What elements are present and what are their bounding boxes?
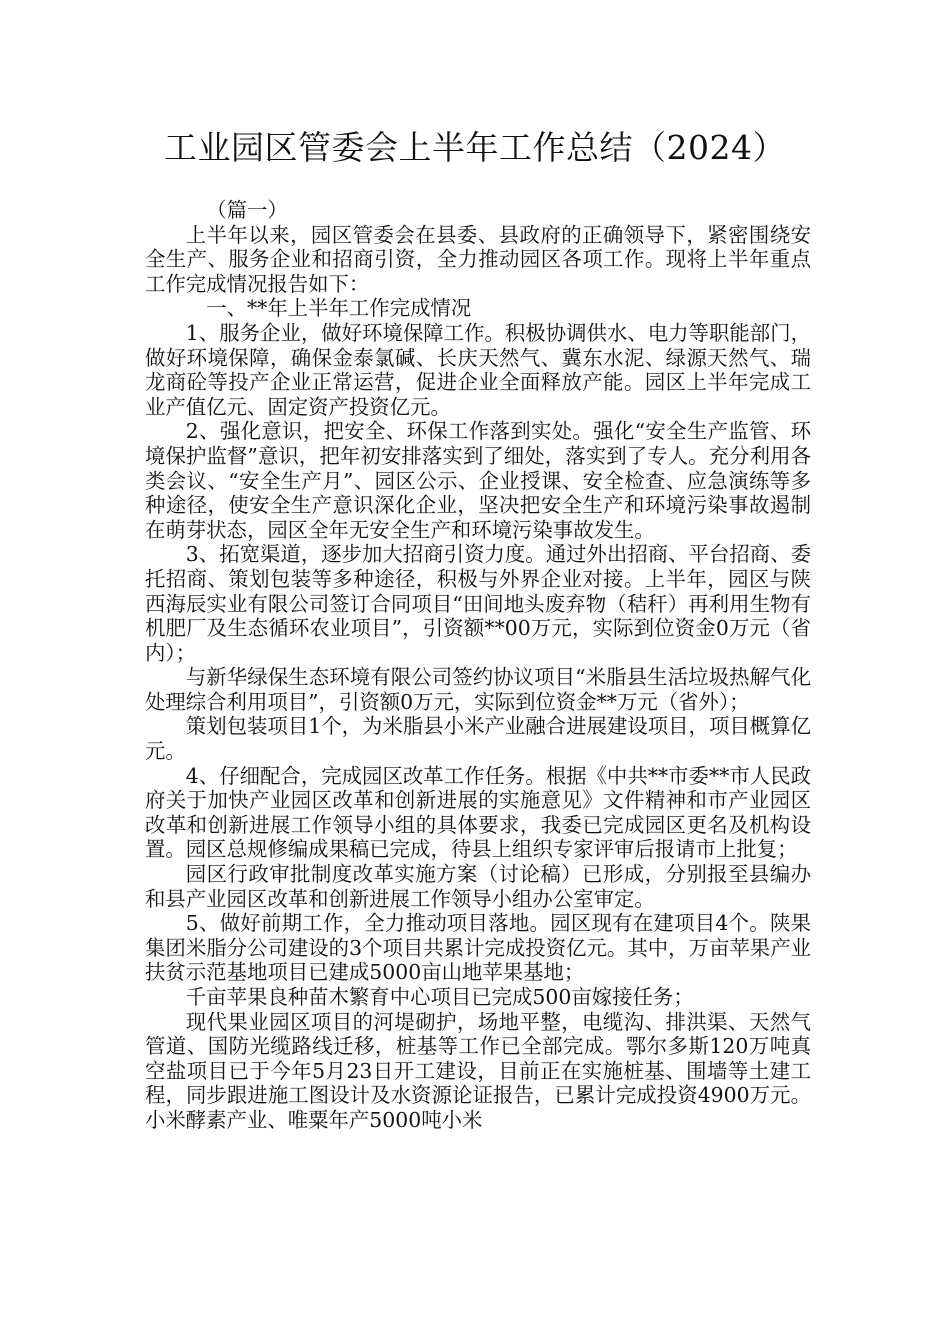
- paragraph-item-1: 1、服务企业，做好环境保障工作。积极协调供水、电力等职能部门，做好环境保障，确保金泰氯碱、长庆天然气、冀东水泥、绿源天然气、瑞龙商砼等投产企业正常运营，促进企业全面释放产能。园区上半年完成工业产值亿元、固定资产投资亿元。: [145, 320, 811, 419]
- paragraph-item-4-cont: 园区行政审批制度改革实施方案（讨论稿）已形成，分别报至县编办和县产业园区改革和创新进展工作领导小组办公室审定。: [145, 862, 811, 911]
- paragraph-item-3: 3、拓宽渠道，逐步加大招商引资力度。通过外出招商、平台招商、委托招商、策划包装等多种途径，积极与外界企业对接。上半年，园区与陕西海辰实业有限公司签订合同项目“田间地头废弃物（秸秆）再利用生物有机肥厂及生态循环农业项目”，引资额**00万元，实际到位资金0万元（省内）；: [145, 542, 811, 665]
- section-heading: 一、**年上半年工作完成情况: [206, 296, 472, 321]
- paragraph-item-2: 2、强化意识，把安全、环保工作落到实处。强化“安全生产监管、环境保护监督”意识，把年初安排落实到了细处，落实到了专人。充分利用各类会议、“安全生产月”、园区公示、企业授课、安全检查、应急演练等多种途径，使安全生产意识深化企业，坚决把安全生产和环境污染事故遏制在萌芽状态，园区全年无安全生产和环境污染事故发生。: [145, 419, 811, 542]
- paragraph-item-5-cont-2: 现代果业园区项目的河堤砌护，场地平整，电缆沟、排洪渠、天然气管道、国防光缆路线迁移，桩基等工作已全部完成。鄂尔多斯120万吨真空盐项目已于今年5月23日开工建设，目前正在实施桩基、围墙等土建工程，同步跟进施工图设计及水资源论证报告，已累计完成投资4900万元。小米酵素产业、唯粟年产5000吨小米: [145, 1009, 811, 1132]
- paragraph-item-3-cont-2: 策划包装项目1个，为米脂县小米产业融合进展建设项目，项目概算亿元。: [145, 714, 811, 764]
- paragraph-item-4: 4、仔细配合，完成园区改革工作任务。根据《中共**市委**市人民政府关于加快产业园区改革和创新进展的实施意见》文件精神和市产业园区改革和创新进展工作领导小组的具体要求，我委已完成园区更名及机构设置。园区总规修编成果稿已完成，待县上组织专家评审后报请市上批复；: [145, 763, 811, 862]
- paragraph-intro: 上半年以来，园区管委会在县委、县政府的正确领导下，紧密围绕安全生产、服务企业和招商引资，全力推动园区各项工作。现将上半年重点工作完成情况报告如下：: [145, 222, 811, 296]
- document-title: 工业园区管委会上半年工作总结（2024）: [164, 128, 786, 167]
- part-label: （篇一）: [206, 198, 288, 222]
- paragraph-item-3-cont-1: 与新华绿保生态环境有限公司签约协议项目“米脂县生活垃圾热解气化处理综合利用项目”，引资额0万元，实际到位资金**万元（省外）；: [145, 665, 811, 714]
- document-body: [145, 198, 811, 1133]
- paragraph-item-5-cont-1: 千亩苹果良种苗木繁育中心项目已完成500亩嫁接任务；: [185, 985, 694, 1009]
- paragraph-item-5: 5、做好前期工作，全力推动项目落地。园区现有在建项目4个。陕果集团米脂分公司建设的3个项目共累计完成投资亿元。其中，万亩苹果产业扶贫示范基地项目已建成5000亩山地苹果基地；: [145, 911, 811, 985]
